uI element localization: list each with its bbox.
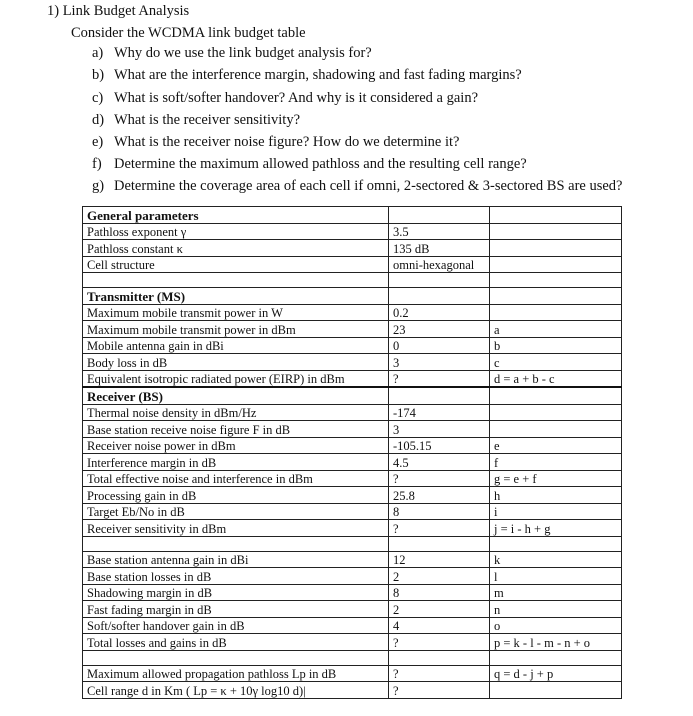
table-row — [83, 584, 622, 601]
value-cell — [389, 536, 490, 551]
value-cell: 0 — [389, 337, 490, 354]
subquestion-text: What are the interference margin, shadowing and fast fading margins? — [114, 67, 522, 83]
formula-cell — [490, 404, 622, 421]
formula-cell — [490, 273, 622, 288]
parameter-cell: Body loss in dB — [83, 354, 389, 371]
value-cell: 3 — [389, 421, 490, 438]
parameter-cell: Cell structure — [83, 256, 389, 273]
formula-cell — [490, 650, 622, 665]
table-row — [83, 487, 622, 504]
value-cell — [389, 387, 490, 404]
parameter-cell: Base station losses in dB — [83, 568, 389, 585]
formula-cell — [490, 288, 622, 305]
formula-cell: f — [490, 454, 622, 471]
table-row — [83, 207, 622, 224]
formula-cell: b — [490, 337, 622, 354]
value-cell: -174 — [389, 404, 490, 421]
value-cell: -105.15 — [389, 437, 490, 454]
value-cell: 2 — [389, 568, 490, 585]
subquestion-d — [92, 112, 300, 129]
value-cell: 0.2 — [389, 304, 490, 321]
table-row — [83, 617, 622, 634]
formula-cell: k — [490, 551, 622, 568]
value-cell: 23 — [389, 321, 490, 338]
value-cell: ? — [389, 520, 490, 537]
subquestion-g — [92, 178, 622, 195]
table-row — [83, 288, 622, 305]
table-row — [83, 601, 622, 618]
parameter-cell: Equivalent isotropic radiated power (EIRP) in dBm — [83, 370, 389, 387]
value-cell: 25.8 — [389, 487, 490, 504]
value-cell: 2 — [389, 601, 490, 618]
table-row — [83, 551, 622, 568]
value-cell — [389, 288, 490, 305]
value-cell — [389, 207, 490, 224]
value-cell: 4 — [389, 617, 490, 634]
subquestion-text: Determine the maximum allowed pathloss and the resulting cell range? — [114, 156, 527, 172]
formula-cell: l — [490, 568, 622, 585]
formula-cell — [490, 240, 622, 257]
table-row — [83, 304, 622, 321]
parameter-cell: Soft/softer handover gain in dB — [83, 617, 389, 634]
formula-cell — [490, 682, 622, 699]
value-cell: 4.5 — [389, 454, 490, 471]
parameter-cell: Pathloss exponent γ — [83, 223, 389, 240]
formula-cell: c — [490, 354, 622, 371]
question-header: 1) Link Budget Analysis — [47, 3, 190, 19]
table-row — [83, 370, 622, 387]
value-cell: omni-hexagonal — [389, 256, 490, 273]
formula-cell: a — [490, 321, 622, 338]
formula-cell — [490, 223, 622, 240]
table-row — [83, 223, 622, 240]
table-row — [83, 503, 622, 520]
parameter-cell: Total effective noise and interference in dBm — [83, 470, 389, 487]
table-row — [83, 437, 622, 454]
table-row — [83, 256, 622, 273]
subquestion-label: c) — [92, 90, 104, 106]
formula-cell: i — [490, 503, 622, 520]
link-budget-table — [82, 206, 622, 699]
parameter-cell — [83, 650, 389, 665]
subquestion-label: f) — [92, 156, 102, 172]
parameter-cell — [83, 273, 389, 288]
formula-cell: j = i - h + g — [490, 520, 622, 537]
parameter-cell: General parameters — [83, 207, 389, 224]
parameter-cell: Interference margin in dB — [83, 454, 389, 471]
table-row — [83, 273, 622, 288]
table-row — [83, 337, 622, 354]
value-cell: ? — [389, 470, 490, 487]
parameter-cell: Cell range d in Km ( Lp = κ + 10γ log10 d)| — [83, 682, 389, 699]
value-cell: 8 — [389, 503, 490, 520]
subquestion-text: Why do we use the link budget analysis for? — [114, 45, 372, 61]
formula-cell — [490, 536, 622, 551]
subquestion-text: Determine the coverage area of each cell if omni, 2-sectored & 3-sectored BS are used? — [114, 178, 623, 194]
value-cell: ? — [389, 370, 490, 387]
value-cell: ? — [389, 682, 490, 699]
value-cell: 135 dB — [389, 240, 490, 257]
value-cell: 12 — [389, 551, 490, 568]
formula-cell: m — [490, 584, 622, 601]
subquestion-label: g) — [92, 178, 105, 194]
subquestion-label: e) — [92, 134, 104, 150]
parameter-cell: Receiver noise power in dBm — [83, 437, 389, 454]
table-row — [83, 665, 622, 682]
value-cell: 3 — [389, 354, 490, 371]
parameter-cell — [83, 536, 389, 551]
formula-cell: n — [490, 601, 622, 618]
formula-cell: h — [490, 487, 622, 504]
parameter-cell: Mobile antenna gain in dBi — [83, 337, 389, 354]
table-row — [83, 240, 622, 257]
table-row — [83, 454, 622, 471]
table-row — [83, 536, 622, 551]
formula-cell — [490, 207, 622, 224]
value-cell: 8 — [389, 584, 490, 601]
subquestion-c — [92, 90, 478, 107]
parameter-cell: Maximum mobile transmit power in W — [83, 304, 389, 321]
parameter-cell: Receiver (BS) — [83, 387, 389, 404]
value-cell: ? — [389, 665, 490, 682]
table-row — [83, 404, 622, 421]
table-row — [83, 354, 622, 371]
value-cell — [389, 273, 490, 288]
question-intro: Consider the WCDMA link budget table — [71, 25, 306, 41]
formula-cell — [490, 421, 622, 438]
parameter-cell: Receiver sensitivity in dBm — [83, 520, 389, 537]
table-row — [83, 470, 622, 487]
formula-cell — [490, 387, 622, 404]
parameter-cell: Shadowing margin in dB — [83, 584, 389, 601]
parameter-cell: Base station antenna gain in dBi — [83, 551, 389, 568]
subquestion-text: What is the receiver sensitivity? — [114, 112, 301, 128]
parameter-cell: Maximum mobile transmit power in dBm — [83, 321, 389, 338]
subquestion-f — [92, 156, 527, 173]
parameter-cell: Thermal noise density in dBm/Hz — [83, 404, 389, 421]
table-row — [83, 634, 622, 651]
formula-cell — [490, 304, 622, 321]
formula-cell: q = d - j + p — [490, 665, 622, 682]
parameter-cell: Processing gain in dB — [83, 487, 389, 504]
parameter-cell: Total losses and gains in dB — [83, 634, 389, 651]
table-row — [83, 387, 622, 404]
parameter-cell: Base station receive noise figure F in dB — [83, 421, 389, 438]
parameter-cell: Fast fading margin in dB — [83, 601, 389, 618]
value-cell — [389, 650, 490, 665]
table-row — [83, 682, 622, 699]
table-row — [83, 421, 622, 438]
subquestion-label: d) — [92, 112, 105, 128]
subquestion-label: b) — [92, 67, 105, 83]
subquestion-e — [92, 134, 459, 151]
formula-cell: p = k - l - m - n + o — [490, 634, 622, 651]
subquestion-text: What is soft/softer handover? And why is it considered a gain? — [114, 90, 479, 106]
table-row — [83, 520, 622, 537]
value-cell: ? — [389, 634, 490, 651]
table-row — [83, 650, 622, 665]
parameter-cell: Pathloss constant κ — [83, 240, 389, 257]
parameter-cell: Maximum allowed propagation pathloss Lp in dB — [83, 665, 389, 682]
subquestion-a — [92, 45, 372, 62]
value-cell: 3.5 — [389, 223, 490, 240]
parameter-cell: Target Eb/No in dB — [83, 503, 389, 520]
subquestion-text: What is the receiver noise figure? How do we determine it? — [114, 134, 460, 150]
table-row — [83, 568, 622, 585]
formula-cell: e — [490, 437, 622, 454]
subquestion-b — [92, 67, 522, 84]
table-row — [83, 321, 622, 338]
formula-cell — [490, 256, 622, 273]
formula-cell: d = a + b - c — [490, 370, 622, 387]
parameter-cell: Transmitter (MS) — [83, 288, 389, 305]
subquestion-label: a) — [92, 45, 104, 61]
formula-cell: o — [490, 617, 622, 634]
formula-cell: g = e + f — [490, 470, 622, 487]
